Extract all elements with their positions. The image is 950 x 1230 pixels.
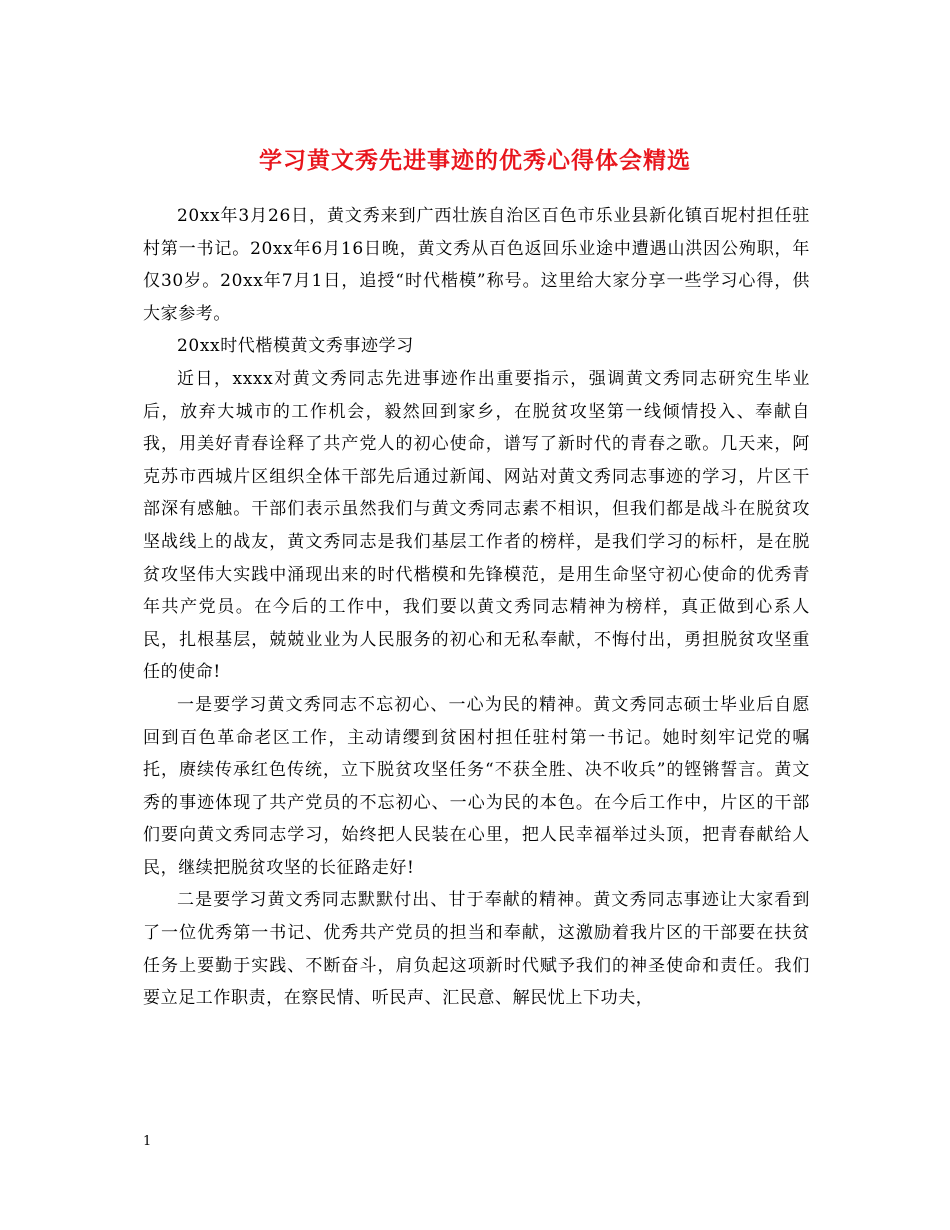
paragraph-point-one: 一是要学习黄文秀同志不忘初心、一心为民的精神。黄文秀同志硕士毕业后自愿回到百色革命老区工作，主动请缨到贫困村担任驻村第一书记。她时刻牢记党的嘱托，赓续传承红色传统，立下脱贫攻坚任务“不获全胜、决不收兵”的铿锵誓言。黄文秀的事迹体现了共产党员的不忘初心、一心为民的本色。在今后工作中，片区的干部们要向黄文秀同志学习，始终把人民装在心里，把人民幸福举过头顶，把青春献给人民，继续把脱贫攻坚的长征路走好! [143,694,810,878]
paragraph-intro: 20xx年3月26日，黄文秀来到广西壮族自治区百色市乐业县新化镇百坭村担任驻村第一书记。20xx年6月16日晚，黄文秀从百色返回乐业途中遭遇山洪因公殉职，年仅30岁。20xx年7月1日，追授“时代楷模”称号。这里给大家分享一些学习心得，供大家参考。 [143,206,810,324]
page-number: 1 [143,1134,152,1149]
paragraph-main: 近日，xxxx对黄文秀同志先进事迹作出重要指示，强调黄文秀同志研究生毕业后，放弃大城市的工作机会，毅然回到家乡，在脱贫攻坚第一线倾情投入、奉献自我，用美好青春诠释了共产党人的初心使命，谱写了新时代的青春之歌。几天来，阿克苏市西城片区组织全体干部先后通过新闻、网站对黄文秀同志事迹的学习，片区干部深有感触。干部们表示虽然我们与黄文秀同志素不相识，但我们都是战斗在脱贫攻坚战线上的战友，黄文秀同志是我们基层工作者的榜样，是我们学习的标杆，是在脱贫攻坚伟大实践中涌现出来的时代楷模和先锋模范，是用生命坚守初心使命的优秀青年共产党员。在今后的工作中，我们要以黄文秀同志精神为榜样，真正做到心系人民，扎根基层，兢兢业业为人民服务的初心和无私奉献，不悔付出，勇担脱贫攻坚重任的使命! [143,368,810,683]
document-title: 学习黄文秀先进事迹的优秀心得体会精选 [259,147,691,175]
paragraph-point-two: 二是要学习黄文秀同志默默付出、甘于奉献的精神。黄文秀同志事迹让大家看到了一位优秀第一书记、优秀共产党员的担当和奉献，这激励着我片区的干部要在扶贫任务上要勤于实践、不断奋斗，肩负起这项新时代赋予我们的神圣使命和责任。我们要立足工作职责，在察民情、听民声、汇民意、解民忧上下功夫， [143,890,810,1009]
document-body [143,200,810,1015]
paragraph-subheading: 20xx时代楷模黄文秀事迹学习 [177,336,414,357]
